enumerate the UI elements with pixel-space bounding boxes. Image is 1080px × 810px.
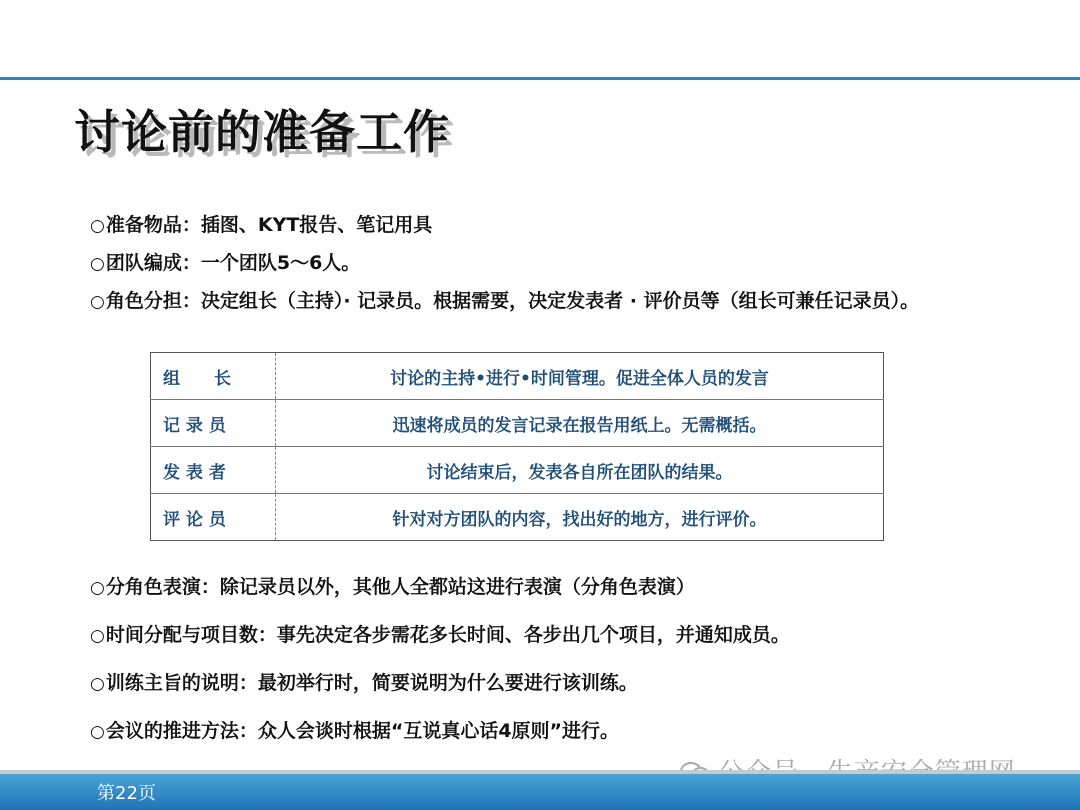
- roles-table: [150, 352, 884, 541]
- bullet-circle-icon: ○: [90, 216, 105, 236]
- role-description-cell: 讨论结束后，发表各自所在团队的结果。: [276, 447, 884, 494]
- bullet-item: ○训练主旨的说明：最初举行时，简要说明为什么要进行该训练。: [90, 672, 638, 694]
- bullet-circle-icon: ○: [90, 292, 105, 312]
- table-row: [151, 447, 884, 494]
- bullet-item: ○会议的推进方法：众人会谈时根据“互说真心话4原则”进行。: [90, 720, 620, 742]
- page-title: 讨论前的准备工作: [74, 105, 450, 159]
- bullet-circle-icon: ○: [90, 722, 105, 742]
- bullet-item: ○团队编成：一个团队5～6人。: [90, 252, 361, 274]
- page-number: 第22页: [97, 783, 156, 804]
- role-description-cell: 迅速将成员的发言记录在报告用纸上。无需概括。: [276, 400, 884, 447]
- role-name-cell: 评 论 员: [151, 494, 276, 541]
- table-row: [151, 353, 884, 400]
- bullet-item: ○时间分配与项目数：事先决定各步需花多长时间、各步出几个项目，并通知成员。: [90, 624, 790, 646]
- table-row: [151, 494, 884, 541]
- bullet-list-top: [90, 208, 919, 322]
- bullet-list-bottom: [90, 570, 790, 762]
- footer-bar: [0, 774, 1080, 810]
- role-name-cell: 组 长: [151, 353, 276, 400]
- role-description-cell: 针对对方团队的内容，找出好的地方，进行评价。: [276, 494, 884, 541]
- table-row: [151, 400, 884, 447]
- bullet-circle-icon: ○: [90, 578, 105, 598]
- bullet-circle-icon: ○: [90, 674, 105, 694]
- bullet-item: ○角色分担：决定组长（主持）· 记录员。根据需要，决定发表者 · 评价员等（组长可兼任记录员）。: [90, 290, 920, 312]
- bullet-circle-icon: ○: [90, 626, 105, 646]
- top-divider: [0, 77, 1080, 80]
- bullet-circle-icon: ○: [90, 254, 105, 274]
- bullet-item: ○准备物品：插图、KYT报告、笔记用具: [90, 214, 433, 236]
- role-name-cell: 发 表 者: [151, 447, 276, 494]
- role-description-cell: 讨论的主持•进行•时间管理。促进全体人员的发言: [390, 368, 769, 389]
- bullet-item: ○分角色表演：除记录员以外，其他人全都站这进行表演（分角色表演）: [90, 576, 695, 598]
- role-name-cell: 记 录 员: [151, 400, 276, 447]
